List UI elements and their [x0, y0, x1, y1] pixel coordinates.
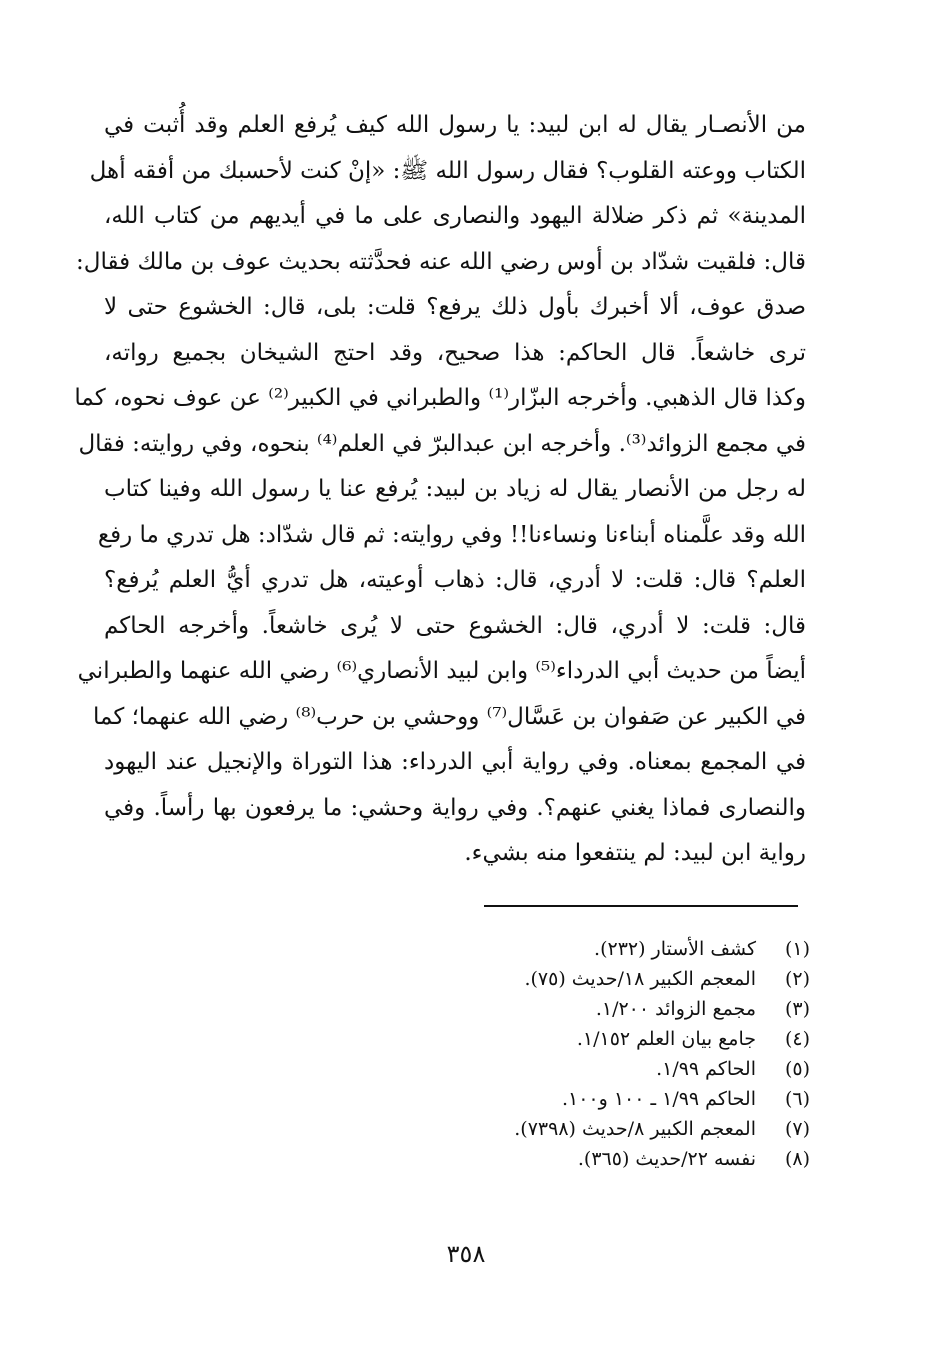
footnotes-list: [380, 934, 810, 1174]
footnote-text: الحاكم ١/٩٩ ـ ١٠٠ و١٠٠.: [561, 1088, 756, 1110]
text-line: قال: فلقيت شدّاد بن أوس رضي الله عنه فحدَّثته بحديث عوف بن مالك فقال:: [76, 248, 806, 275]
text-line: في مجمع الزوائد⁽³⁾. وأخرجه ابن عبدالبرّ في العلم⁽⁴⁾ بنحوه، وفي روايته: فقال: [78, 430, 806, 457]
page-number: ٣٥٨: [446, 1240, 486, 1268]
footnote-number: (٢): [784, 968, 810, 990]
footnote-text: المعجم الكبير ٨/حديث (٧٣٩٨).: [514, 1118, 756, 1140]
text-line: صدق عوف، ألا أخبرك بأول ذلك يرفع؟ قلت: بلى، قال: الخشوع حتى لا: [104, 294, 806, 320]
main-text: [74, 103, 806, 877]
footnote-text: الحاكم ١/٩٩.: [656, 1058, 756, 1080]
footnote-separator: [484, 905, 798, 907]
footnote: [380, 964, 810, 994]
text-line: في المجمع بمعناه. وفي رواية أبي الدرداء: هذا التوراة والإنجيل عند اليهود: [104, 749, 806, 775]
footnote: [380, 1054, 810, 1084]
text-line: له رجل من الأنصار يقال له زياد بن لبيد: يُرفع عنا يا رسول الله وفينا كتاب: [104, 476, 806, 502]
footnote: [380, 1024, 810, 1054]
footnote-number: (٦): [784, 1088, 810, 1110]
text-line: في الكبير عن صَفوان بن عَسَّال⁽⁷⁾ ووحشي بن حرب⁽⁸⁾ رضي الله عنهما؛ كما: [93, 703, 806, 730]
footnote-text: كشف الأستار (٢٣٢).: [594, 938, 756, 960]
text-line: رواية ابن لبيد: لم ينتفعوا منه بشيء.: [464, 840, 806, 866]
footnote: [380, 1144, 810, 1174]
footnote: [380, 994, 810, 1024]
text-line: الكتاب ووعته القلوب؟ فقال رسول الله ﷺ: «إنْ كنت لأحسبك من أفقه أهل: [89, 157, 806, 184]
footnote-text: مجمع الزوائد ١/٢٠٠.: [595, 998, 756, 1020]
text-line: ترى خاشعاً. قال الحاكم: هذا صحيح، وقد احتج الشيخان بجميع رواته،: [104, 339, 806, 366]
text-line: الله وقد علَّمناه أبناءنا ونساءنا!! وفي روايته: ثم قال شدّاد: هل تدري ما رفع: [97, 521, 806, 548]
footnote-number: (٥): [784, 1058, 810, 1080]
footnote-number: (٣): [784, 998, 810, 1020]
text-line: من الأنصـار يقال له ابن لبيد: يا رسول الله كيف يُرفع العلم وقد أُثبت في: [104, 112, 806, 138]
footnote-number: (١): [784, 938, 810, 960]
text-line: العلم؟ قال: قلت: لا أدري، قال: ذهاب أوعيته، هل تدري أيُّ العلم يُرفع؟: [104, 567, 806, 593]
text-line: وكذا قال الذهبي. وأخرجه البزّار⁽¹⁾ والطبراني في الكبير⁽²⁾ عن عوف نحوه، كما: [74, 385, 806, 411]
footnote: [380, 1114, 810, 1144]
text-line: أيضاً من حديث أبي الدرداء⁽⁵⁾ وابن لبيد الأنصاري⁽⁶⁾ رضي الله عنهما والطبراني: [77, 658, 806, 684]
text-line: قال: قلت: لا أدري، قال: الخشوع حتى لا يُرى خاشعاً. وأخرجه الحاكم: [104, 612, 806, 639]
footnote-number: (٧): [784, 1118, 810, 1140]
footnote-text: المعجم الكبير ١٨/حديث (٧٥).: [524, 968, 756, 990]
footnote: [380, 934, 810, 964]
text-line: المدينة» ثم ذكر ضلالة اليهود والنصارى على ما في أيديهم من كتاب الله،: [104, 203, 806, 229]
footnote-number: (٤): [784, 1028, 810, 1050]
text-line: والنصارى فماذا يغني عنهم؟. وفي رواية وحشي: ما يرفعون بها رأساً. وفي: [104, 794, 806, 821]
footnote-number: (٨): [784, 1148, 810, 1170]
footnote-text: نفسه ٢٢/حديث (٣٦٥).: [577, 1148, 756, 1170]
footnote: [380, 1084, 810, 1114]
footnote-text: جامع بيان العلم ١/١٥٢.: [576, 1028, 756, 1050]
